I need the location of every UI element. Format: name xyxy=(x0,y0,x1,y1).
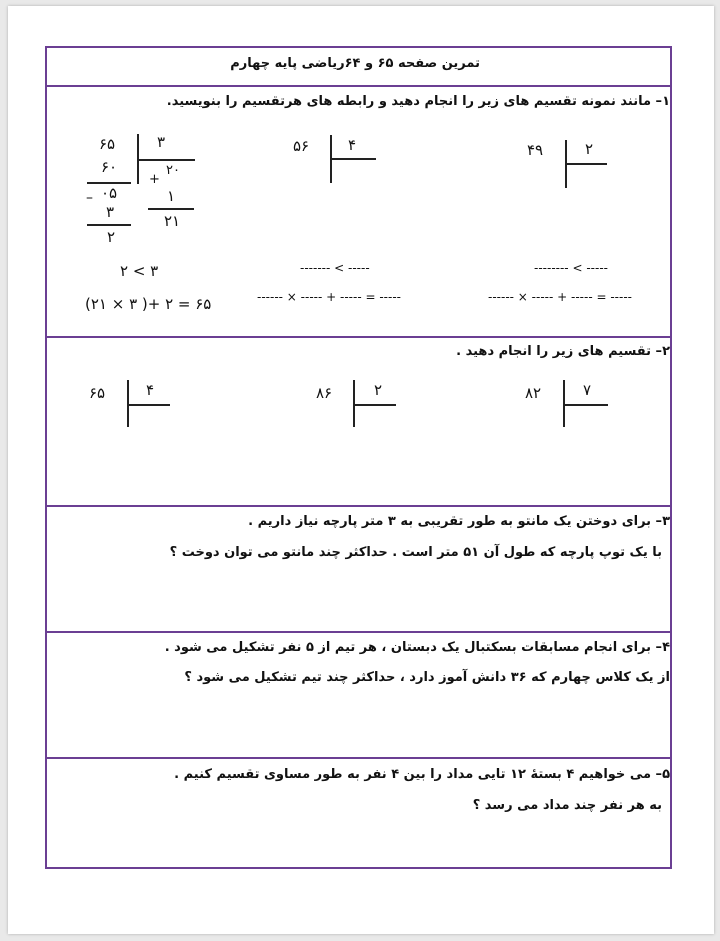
problem-dividend: ۶۵ xyxy=(89,384,106,402)
problem-dividend: ۸۲ xyxy=(525,384,542,402)
example-divisor: ۳ xyxy=(157,133,166,151)
example-subtrahend-1: ۶۰ xyxy=(101,158,118,176)
problem-divisor: ۴ xyxy=(146,381,155,399)
problem-dividend: ۴۹ xyxy=(527,141,544,159)
relation-blank-inequality: -------- < ----- xyxy=(534,261,608,275)
division-bar xyxy=(565,163,607,165)
example-remainder: ۲ xyxy=(107,228,116,246)
division-bar xyxy=(127,404,170,406)
example-quotient: ۲۱ xyxy=(164,212,181,230)
plus-sign: + xyxy=(149,172,160,187)
problem-divisor: ۲ xyxy=(374,381,383,399)
minus-sign: – xyxy=(86,190,93,206)
q3-line-1: ۳– برای دوختن یک مانتو به طور تقریبی به ۳ متر پارچه نیاز داریم . xyxy=(248,514,670,529)
division-bar xyxy=(563,404,608,406)
q2-heading: ۲– تقسیم های زیر را انجام دهید . xyxy=(456,344,670,359)
worksheet-title: تمرین صفحه ۶۵ و ۶۴ریاضی پایه چهارم xyxy=(230,56,480,71)
q4-line-1: ۴– برای انجام مسابقات بسکتبال یک دبستان ، هر تیم از ۵ نفر تشکیل می شود . xyxy=(164,640,670,655)
relation-blank-equation: ------ × ----- + ----- = ----- xyxy=(257,290,401,304)
subtraction-line xyxy=(87,224,131,226)
problem-dividend: ۵۶ xyxy=(293,137,310,155)
problem-divisor: ۷ xyxy=(583,381,592,399)
example-relation-equation: (۲۱ × ۳ )+ ۲ = ۶۵ xyxy=(85,295,212,313)
question-2-box xyxy=(45,336,672,505)
example-relation-inequality: ۲ < ۳ xyxy=(120,262,159,280)
q1-heading: ۱– مانند نمونه تقسیم های زیر را انجام دهید و رابطه های هرتقسیم را بنویسید. xyxy=(166,94,670,109)
problem-divisor: ۲ xyxy=(585,140,594,158)
division-bar xyxy=(137,159,195,161)
example-partial-2: ۱ xyxy=(167,187,176,205)
problem-dividend: ۸۶ xyxy=(316,384,333,402)
sum-line xyxy=(148,208,194,210)
relation-blank-equation: ------ × ----- + ----- = ----- xyxy=(488,290,632,304)
q3-line-2: با یک توپ پارچه که طول آن ۵۱ متر است . حداکثر چند مانتو می توان دوخت ؟ xyxy=(169,545,662,560)
q5-line-1: ۵– می خواهیم ۴ بستهٔ ۱۲ تایی مداد را بین ۴ نفر به طور مساوی تقسیم کنیم . xyxy=(174,767,670,782)
example-subtrahend-2: ۳ xyxy=(106,203,115,221)
example-partial-1: ۲۰ xyxy=(166,163,180,178)
division-bar xyxy=(353,404,396,406)
example-remainder-1: ۰۵ xyxy=(101,184,118,202)
q5-line-2: به هر نفر چند مداد می رسد ؟ xyxy=(472,798,662,813)
q4-line-2: از یک کلاس چهارم که ۳۶ دانش آموز دارد ، حداکثر چند تیم تشکیل می شود ؟ xyxy=(184,670,670,685)
relation-blank-inequality: ------- < ----- xyxy=(300,261,370,275)
example-dividend: ۶۵ xyxy=(99,135,116,153)
division-bar xyxy=(330,158,376,160)
problem-divisor: ۴ xyxy=(348,136,357,154)
